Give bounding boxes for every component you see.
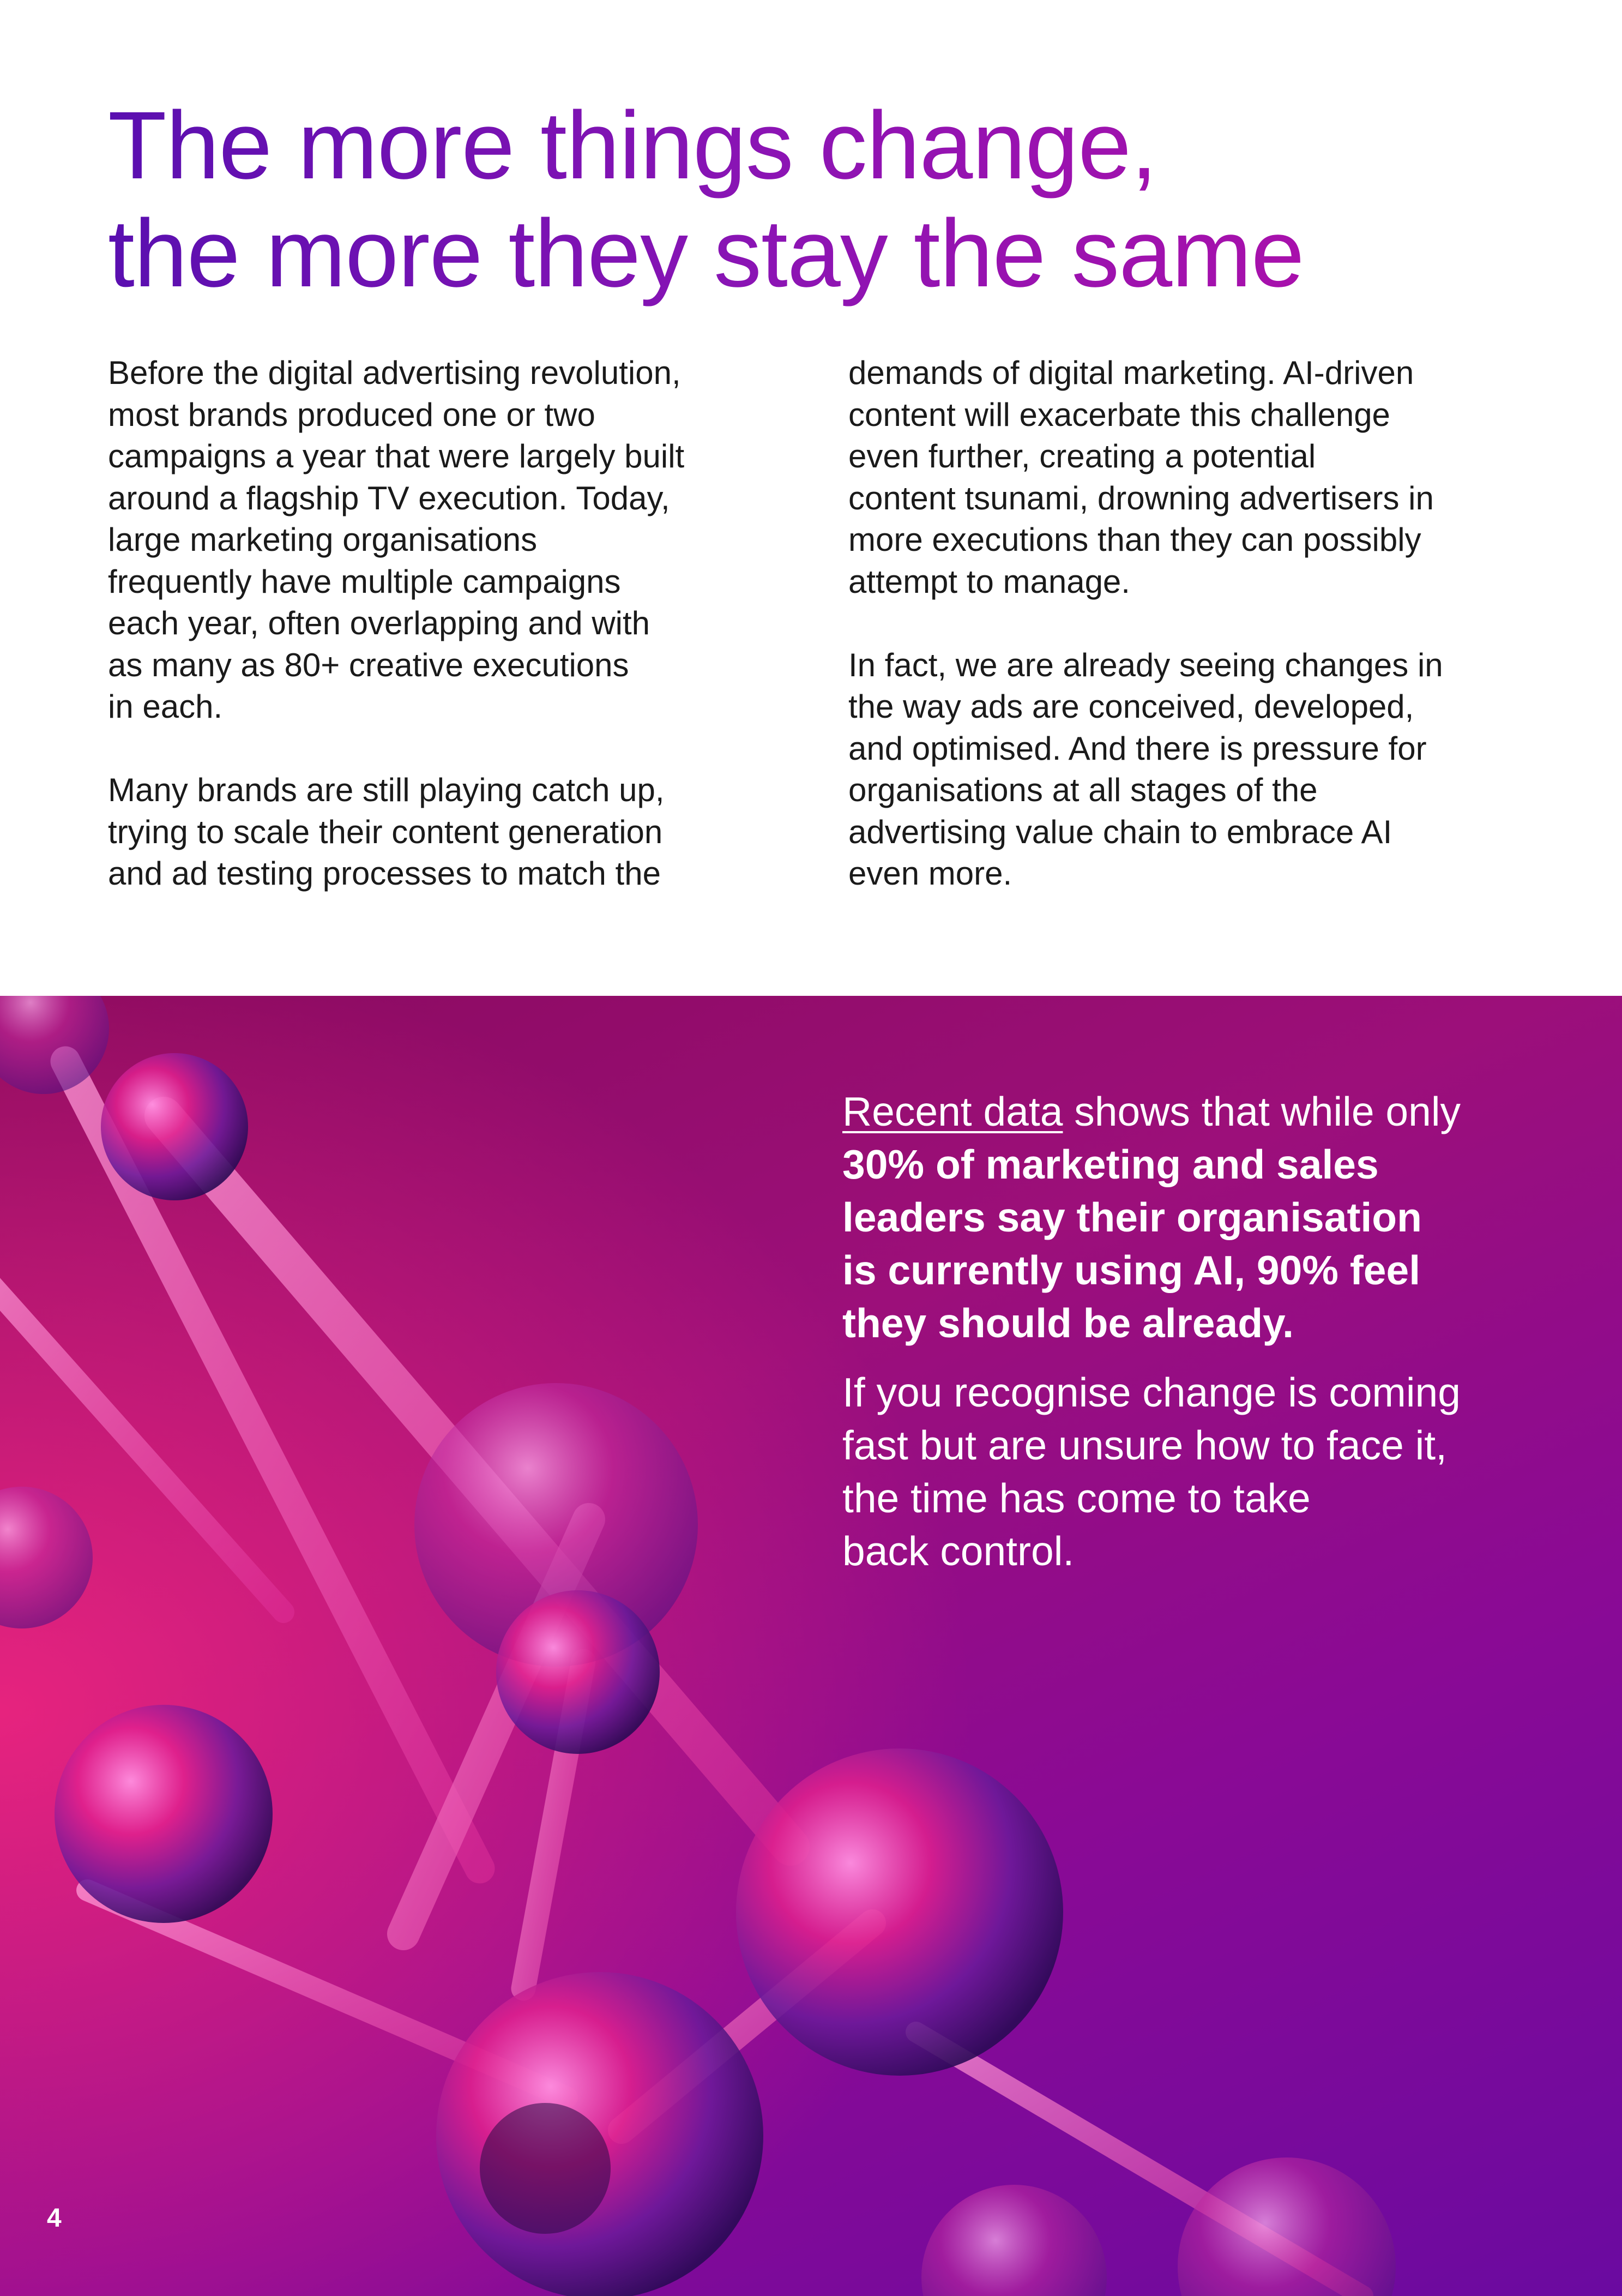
callout-line-1-rest: shows that while only [1063, 1089, 1461, 1134]
text-line: demands of digital marketing. AI-driven [848, 354, 1414, 391]
text-line: even further, creating a potential [848, 438, 1316, 474]
text-line: frequently have multiple campaigns [108, 563, 621, 600]
text-line: content will exacerbate this challenge [848, 396, 1390, 433]
callout-text [842, 1085, 1546, 1578]
callout-bold-line: 30% of marketing and sales [842, 1141, 1379, 1187]
recent-data-link[interactable]: Recent data [842, 1089, 1063, 1134]
page-title [108, 92, 1525, 308]
text-line: and ad testing processes to match the [108, 855, 661, 892]
callout-cta [842, 1366, 1546, 1578]
callout-cta-line: back control. [842, 1528, 1075, 1574]
callout-cta-line: fast but are unsure how to face it, [842, 1422, 1447, 1468]
left-paragraph-2 [108, 770, 751, 895]
text-line: as many as 80+ creative executions [108, 646, 629, 683]
callout-stat [842, 1085, 1546, 1350]
text-line: even more. [848, 855, 1012, 892]
right-column [848, 352, 1492, 895]
callout-bold-line: is currently using AI, 90% feel [842, 1247, 1421, 1293]
text-line: most brands produced one or two [108, 396, 595, 433]
text-line: Many brands are still playing catch up, [108, 772, 665, 808]
text-line: advertising value chain to embrace AI [848, 813, 1392, 850]
text-line: content tsunami, drowning advertisers in [848, 479, 1434, 516]
callout-line-1 [842, 1085, 1546, 1138]
page-number: 4 [47, 2204, 62, 2233]
right-paragraph-2 [848, 645, 1492, 895]
right-paragraph-1 [848, 352, 1492, 603]
text-line: more executions than they can possibly [848, 521, 1421, 558]
title-line-2: the more they stay the same [108, 200, 1304, 307]
callout-cta-line: If you recognise change is coming [842, 1369, 1461, 1415]
text-line: organisations at all stages of the [848, 772, 1318, 808]
callout-bold-line: leaders say their organisation [842, 1194, 1422, 1240]
text-line: In fact, we are already seeing changes in [848, 646, 1443, 683]
text-line: each year, often overlapping and with [108, 605, 650, 641]
text-line: campaigns a year that were largely built [108, 438, 685, 474]
callout-cta-line: the time has come to take [842, 1475, 1311, 1521]
left-column [108, 352, 751, 895]
text-line: in each. [108, 688, 223, 725]
text-line: large marketing organisations [108, 521, 538, 558]
text-line: and optimised. And there is pressure for [848, 730, 1427, 767]
text-line: attempt to manage. [848, 563, 1130, 600]
text-line: around a flagship TV execution. Today, [108, 479, 670, 516]
text-line: Before the digital advertising revolution, [108, 354, 681, 391]
text-line: trying to scale their content generation [108, 813, 663, 850]
left-paragraph-1 [108, 352, 751, 728]
text-line: the way ads are conceived, developed, [848, 688, 1414, 725]
callout-bold-line: they should be already. [842, 1300, 1294, 1346]
title-line-1: The more things change, [108, 92, 1157, 199]
